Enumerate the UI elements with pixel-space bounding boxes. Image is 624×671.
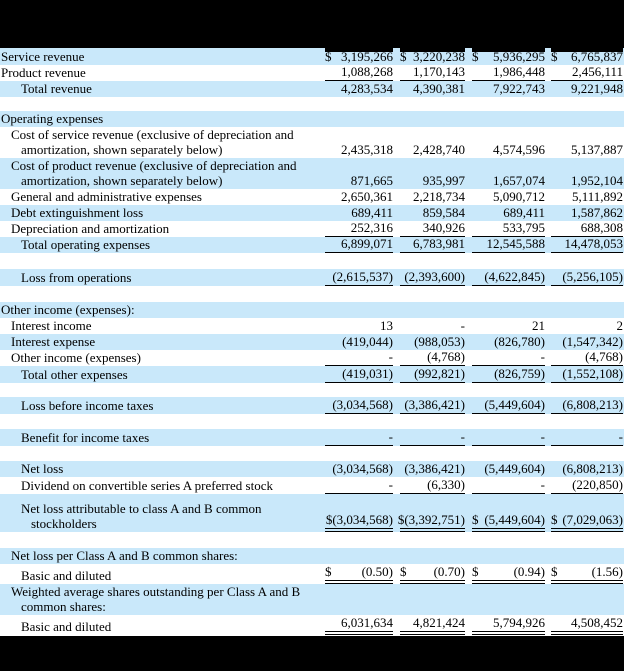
value-cell: (3,386,421) [404,461,465,476]
amount: (5,449,604) [484,512,545,527]
value-cell [400,48,465,65]
row-label: Net loss [21,461,64,476]
table-row [0,205,624,221]
row-label: Dividend on convertible series A preferred stock [21,478,273,493]
currency-symbol: $ [472,512,479,527]
value-cell: 2,650,361 [341,189,393,204]
amount: 5,936,295 [493,49,545,64]
table-row [0,615,624,635]
value-cell: (5,449,604) [484,461,545,476]
table-row [0,65,624,81]
amount: (0.50) [361,564,393,579]
value-cell: 859,584 [422,205,465,220]
currency-symbol: $ [551,564,558,579]
currency-symbol: $ [472,49,479,64]
value-cell: 6,783,981 [400,237,465,253]
currency-symbol: $ [472,564,479,579]
amount: (7,029,063) [562,512,623,527]
table-row [0,334,624,350]
value-cell: - [472,477,545,494]
value-cell: (3,034,568) [325,397,393,414]
row-label: Net loss per Class A and B common shares: [11,548,238,563]
bottom-black-bar [0,636,624,671]
value-cell: (4,622,845) [472,269,545,286]
value-cell: 7,922,743 [493,81,545,96]
value-cell: (826,780) [494,334,545,349]
row-label: Total operating expenses [21,237,151,252]
value-cell: 871,665 [350,173,393,188]
value-cell: 2,435,318 [341,142,393,157]
table-row [0,548,624,564]
value-cell: (2,615,537) [325,269,393,286]
spacer-row [0,97,624,111]
value-cell: (6,808,213) [551,397,623,414]
spacer-row [0,253,624,269]
value-cell: 5,137,887 [571,142,623,157]
top-black-bar [0,0,624,48]
value-cell: 12,545,588 [472,237,545,253]
table-row [0,269,624,286]
value-cell: (4,768) [400,350,465,366]
row-label: Other income (expenses) [11,350,141,365]
value-cell: - [460,318,465,333]
value-cell: (988,053) [414,334,465,349]
row-label: Other income (expenses): [1,302,135,317]
value-cell: (5,256,105) [551,269,623,286]
currency-symbol: $ [551,512,558,527]
row-label: Service revenue [1,49,85,64]
value-cell: - [325,350,393,366]
table-row [0,477,624,494]
value-cell: 1,657,074 [493,173,545,188]
row-label: Cost of service revenue (exclusive of depreciation and amortization, shown separately below) [11,127,294,157]
table-row [0,494,624,532]
amount: 3,220,238 [413,49,465,64]
value-cell: 340,926 [400,221,465,237]
value-cell: - [551,429,623,446]
value-cell: (3,034,568) [332,461,393,476]
spacer-row [0,414,624,429]
row-label: Net loss attributable to class A and B common stockholders [21,501,262,531]
value-cell [325,48,393,65]
value-cell: 4,390,381 [413,81,465,96]
value-cell: (826,759) [472,366,545,383]
value-cell: 688,308 [551,221,623,237]
amount: (0.94) [513,564,545,579]
value-cell: 2 [616,318,623,333]
value-cell: (4,768) [551,350,623,366]
value-cell: 1,986,448 [472,65,545,81]
value-cell: - [472,429,545,446]
value-cell: 13 [380,318,393,333]
value-cell: 5,090,712 [493,189,545,204]
table-row [0,48,624,65]
value-cell: 2,428,740 [413,142,465,157]
value-cell: (3,386,421) [400,397,465,414]
amount: 6,765,837 [571,49,623,64]
amount: (0.70) [433,564,465,579]
table-row [0,111,624,127]
value-cell: (1,547,342) [562,334,623,349]
table-row [0,564,624,584]
table-row [0,302,624,318]
table-row [0,366,624,383]
currency-symbol: $ [325,49,332,64]
value-cell: (992,821) [400,366,465,383]
row-label: Total revenue [21,81,92,96]
value-cell: (1,552,108) [551,366,623,383]
income-statement-table [0,48,624,635]
value-cell: 4,821,424 [400,615,465,635]
value-cell: (220,850) [551,477,623,494]
value-cell: 21 [532,318,545,333]
row-label: Product revenue [1,65,86,80]
row-label: Operating expenses [1,111,104,126]
value-cell: 1,088,268 [325,65,393,81]
value-cell: 1,587,862 [571,205,623,220]
row-label: Basic and diluted [21,619,112,634]
value-cell: - [325,429,393,446]
row-label: Basic and diluted [21,568,112,583]
value-cell: 6,031,634 [325,615,393,635]
value-cell: 4,574,596 [493,142,545,157]
row-label: Weighted average shares outstanding per Class A and B common shares: [11,584,301,614]
table-row [0,127,624,158]
spacer-row [0,446,624,461]
value-cell: (6,808,213) [562,461,623,476]
value-cell [472,48,545,65]
spacer-row [0,286,624,302]
table-row [0,318,624,334]
amount: 3,195,266 [341,49,393,64]
row-label: General and administrative expenses [11,189,202,204]
table-row [0,158,624,189]
value-cell: 5,794,926 [472,615,545,635]
spacer-row [0,532,624,548]
table-row [0,237,624,253]
table-row [0,81,624,97]
table-row [0,584,624,615]
value-cell: 6,899,071 [325,237,393,253]
value-cell: 4,283,534 [341,81,393,96]
row-label: Total other expenses [21,367,128,382]
value-cell: - [325,477,393,494]
value-cell: $(3,392,751) [400,494,465,532]
currency-symbol: $ [325,564,332,579]
value-cell [472,564,545,584]
value-cell: 4,508,452 [551,615,623,635]
table-row [0,221,624,237]
value-cell: 1,170,143 [400,65,465,81]
value-cell: 689,411 [503,205,545,220]
value-cell: (6,330) [400,477,465,494]
value-cell: 252,316 [325,221,393,237]
row-label: Debt extinguishment loss [11,205,144,220]
row-label: Interest income [11,318,92,333]
row-label: Benefit for income taxes [21,430,150,445]
value-cell [551,564,623,584]
value-cell [325,564,393,584]
row-label: Loss before income taxes [21,398,154,413]
value-cell: 2,456,111 [551,65,623,81]
table-row [0,461,624,477]
value-cell: $(3,034,568) [325,494,393,532]
currency-symbol: $ [400,49,407,64]
table-row [0,350,624,366]
value-cell [551,494,623,532]
value-cell: 935,997 [422,173,465,188]
table-row [0,429,624,446]
spacer-row [0,383,624,397]
value-cell: (419,044) [342,334,393,349]
value-cell: - [472,350,545,366]
currency-symbol: $ [400,564,407,579]
amount: (1.56) [591,564,623,579]
table-row [0,397,624,414]
row-label: Depreciation and amortization [11,221,170,236]
value-cell [551,48,623,65]
value-cell: 14,478,053 [551,237,623,253]
row-label: Cost of product revenue (exclusive of depreciation and amortization, shown separately below) [11,158,297,188]
table-row [0,189,624,205]
currency-symbol: $ [551,49,558,64]
value-cell: 689,411 [351,205,393,220]
value-cell: (419,031) [325,366,393,383]
value-cell [400,564,465,584]
value-cell: 1,952,104 [571,173,623,188]
value-cell: 533,795 [472,221,545,237]
value-cell: 9,221,948 [571,81,623,96]
value-cell: (5,449,604) [472,397,545,414]
value-cell [472,494,545,532]
value-cell: 2,218,734 [413,189,465,204]
row-label: Loss from operations [21,270,132,285]
row-label: Interest expense [11,334,96,349]
value-cell: 5,111,892 [571,189,623,204]
value-cell: - [400,429,465,446]
value-cell: (2,393,600) [400,269,465,286]
